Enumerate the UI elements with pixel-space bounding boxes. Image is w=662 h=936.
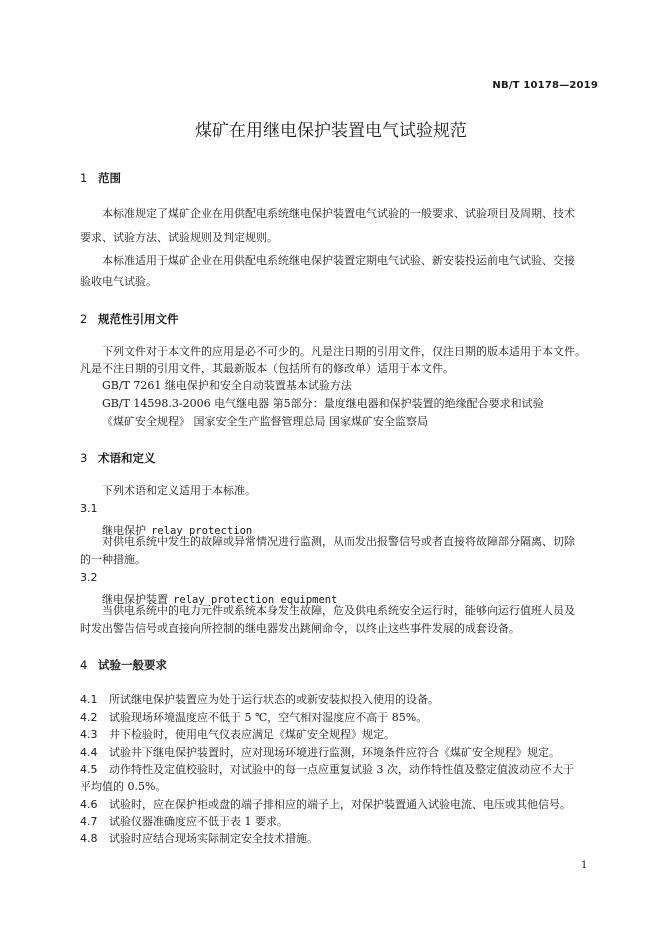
paragraph-line: 要求、试验方法、试验规则及判定规则。 <box>80 231 278 244</box>
requirement-item <box>80 813 288 829</box>
term-cn: 继电保护装置 <box>102 593 168 606</box>
requirement-number: 4.7 <box>80 815 98 828</box>
requirement-item <box>80 709 427 725</box>
requirement-continuation: 平均值的 0.5%。 <box>80 780 167 793</box>
requirement-text: 试验时应结合现场实际制定安全技术措施。 <box>109 832 318 845</box>
requirement-text: 动作特性及定值校验时，对试验中的每一点应重复试验 3 次，动作特性值及整定值波动应不大于 <box>109 763 574 776</box>
paragraph-line: 本标准适用于煤矿企业在用供配电系统继电保护装置定期电气试验、新安装投运前电气试验、交接 <box>102 254 575 267</box>
term-number: 3.2 <box>80 571 98 584</box>
term-definition: 时发出警告信号或直接向所控制的继电器发出跳闸命令，以终止这些事件发展的成套设备。 <box>80 622 520 635</box>
requirement-item <box>80 830 318 846</box>
section-title: 规范性引用文件 <box>98 312 179 326</box>
standard-number: NB/T 10178—2019 <box>492 80 598 91</box>
requirement-number: 4.1 <box>80 693 98 706</box>
section-1-heading <box>80 170 121 186</box>
reference-item: 《煤矿安全规程》 国家安全生产监督管理总局 国家煤矿安全监察局 <box>102 415 428 428</box>
paragraph-line: 本标准规定了煤矿企业在用供配电系统继电保护装置电气试验的一般要求、试验项目及周期、技术 <box>102 207 575 220</box>
page-number: 1 <box>581 860 588 871</box>
term-cn: 继电保护 <box>102 524 146 537</box>
requirement-number: 4.8 <box>80 832 98 845</box>
term-en: relay protection equipment <box>173 594 338 606</box>
section-4-heading <box>80 657 167 673</box>
section-number: 4 <box>80 658 88 672</box>
section-number: 1 <box>80 171 88 185</box>
paragraph-line: 凡是不注日期的引用文件，其最新版本（包括所有的修改单）适用于本文件。 <box>80 362 454 375</box>
section-title: 试验一般要求 <box>98 658 167 672</box>
requirement-text: 所试继电保护装置应为处于运行状态的或新安装拟投入使用的设备。 <box>109 693 439 706</box>
requirement-text: 试验现场环境温度应不低于 5 ℃，空气相对湿度应不高于 85%。 <box>109 711 428 724</box>
requirement-item <box>80 744 560 760</box>
requirement-number: 4.5 <box>80 763 98 776</box>
section-number: 3 <box>80 451 88 465</box>
requirement-number: 4.2 <box>80 711 98 724</box>
section-title: 范围 <box>98 171 121 185</box>
term-definition: 当供电系统中的电力元件或系统本身发生故障，危及供电系统安全运行时，能够向运行值班人员及 <box>102 604 575 617</box>
paragraph-line: 下列术语和定义适用于本标准。 <box>102 484 256 497</box>
section-3-heading <box>80 450 156 466</box>
term-definition: 的一种措施。 <box>80 553 146 566</box>
reference-item: GB/T 14598.3-2006 电气继电器 第5部分：量度继电器和保护装置的绝缘配合要求和试验 <box>102 397 544 410</box>
requirement-number: 4.6 <box>80 798 98 811</box>
requirement-item <box>80 726 395 742</box>
section-number: 2 <box>80 312 88 326</box>
requirement-item <box>80 761 574 777</box>
requirement-text: 试验井下继电保护装置时，应对现场环境进行监测，环境条件应符合《煤矿安全规程》规定。 <box>109 746 560 759</box>
section-title: 术语和定义 <box>98 451 156 465</box>
paragraph-line: 验收电气试验。 <box>80 275 157 288</box>
requirement-number: 4.3 <box>80 728 98 741</box>
term-en: relay protection <box>151 525 253 537</box>
requirement-item <box>80 796 571 812</box>
section-2-heading <box>80 311 179 327</box>
requirement-number: 4.4 <box>80 746 98 759</box>
term-number: 3.1 <box>80 502 98 515</box>
paragraph-line: 下列文件对于本文件的应用是必不可少的。凡是注日期的引用文件，仅注日期的版本适用于本文件。 <box>102 345 586 358</box>
requirement-text: 试验时，应在保护柜或盘的端子排相应的端子上，对保护装置通入试验电流、电压或其他信号。 <box>109 798 571 811</box>
document-title: 煤矿在用继电保护装置电气试验规范 <box>195 121 467 141</box>
requirement-text: 井下检验时，使用电气仪表应满足《煤矿安全规程》规定。 <box>109 728 395 741</box>
reference-item: GB/T 7261 继电保护和安全自动装置基本试验方法 <box>102 379 352 392</box>
term-definition: 对供电系统中发生的故障或异常情况进行监测，从而发出报警信号或者直接将故障部分隔离、切除 <box>102 535 575 548</box>
requirement-item <box>80 691 439 707</box>
requirement-text: 试验仪器准确度应不低于表 1 要求。 <box>109 815 288 828</box>
